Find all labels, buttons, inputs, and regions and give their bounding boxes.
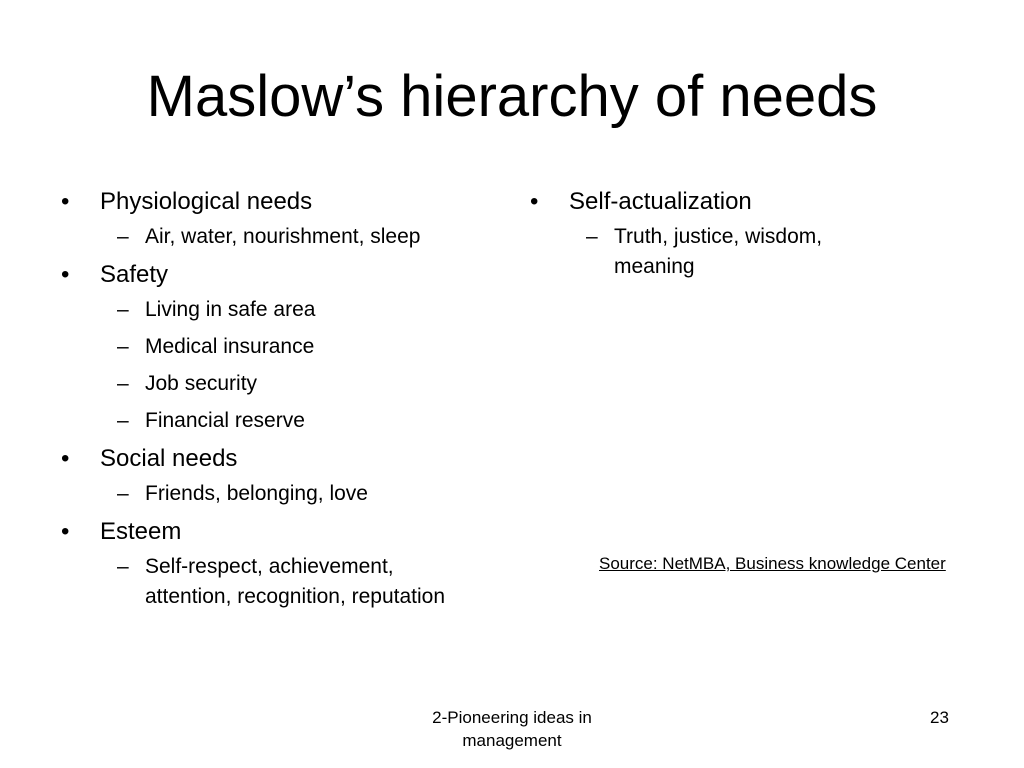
- bullet-item: [58, 186, 503, 252]
- sub-item: [100, 332, 503, 362]
- bullet-marker: •: [530, 188, 539, 215]
- bullet-item: [58, 259, 503, 436]
- sub-text: Job security: [145, 372, 258, 395]
- page-number: 23: [930, 708, 949, 727]
- sub-item: [100, 222, 503, 252]
- sub-text: Living in safe area: [145, 298, 316, 321]
- sub-text: Friends, belonging, love: [145, 482, 368, 505]
- sub-marker: –: [117, 372, 129, 395]
- bullet-item: [58, 443, 503, 509]
- bullet-text: Physiological needs: [100, 188, 313, 215]
- sub-item: [100, 479, 503, 509]
- sub-marker: –: [117, 409, 129, 432]
- sub-marker: –: [117, 298, 129, 321]
- bullet-marker: •: [61, 445, 70, 472]
- sub-text: Financial reserve: [145, 409, 305, 432]
- bullet-marker: •: [61, 188, 70, 215]
- sub-list: [100, 222, 503, 252]
- sub-list: [100, 479, 503, 509]
- sub-list: [100, 295, 503, 436]
- right-bullet-list: [527, 186, 907, 289]
- bullet-item: [527, 186, 907, 282]
- bullet-text: Safety: [100, 261, 169, 288]
- sub-list: [569, 222, 907, 282]
- sub-text: Air, water, nourishment, sleep: [145, 225, 421, 248]
- bullet-marker: •: [61, 518, 70, 545]
- sub-item: [100, 552, 503, 612]
- sub-marker: –: [117, 225, 129, 248]
- footer-text: 2-Pioneering ideas in management: [432, 708, 592, 750]
- sub-text: Medical insurance: [145, 335, 315, 358]
- sub-item: [100, 406, 503, 436]
- sub-marker: –: [117, 335, 129, 358]
- bullet-text: Self-actualization: [569, 188, 752, 215]
- sub-item: [100, 369, 503, 399]
- sub-list: [100, 552, 503, 612]
- sub-marker: –: [117, 555, 129, 578]
- sub-marker: –: [117, 482, 129, 505]
- left-bullet-list: [58, 186, 503, 619]
- slide-title: Maslow’s hierarchy of needs: [146, 64, 878, 129]
- bullet-item: [58, 516, 503, 612]
- sub-item: [100, 295, 503, 325]
- source-link[interactable]: Source: NetMBA, Business knowledge Center: [599, 554, 946, 573]
- sub-item: [569, 222, 907, 282]
- bullet-marker: •: [61, 261, 70, 288]
- sub-text: Self-respect, achievement, attention, recognition, reputation: [145, 555, 446, 608]
- sub-marker: –: [586, 225, 598, 248]
- bullet-text: Social needs: [100, 445, 238, 472]
- sub-text: Truth, justice, wisdom, meaning: [614, 225, 823, 278]
- bullet-text: Esteem: [100, 518, 182, 545]
